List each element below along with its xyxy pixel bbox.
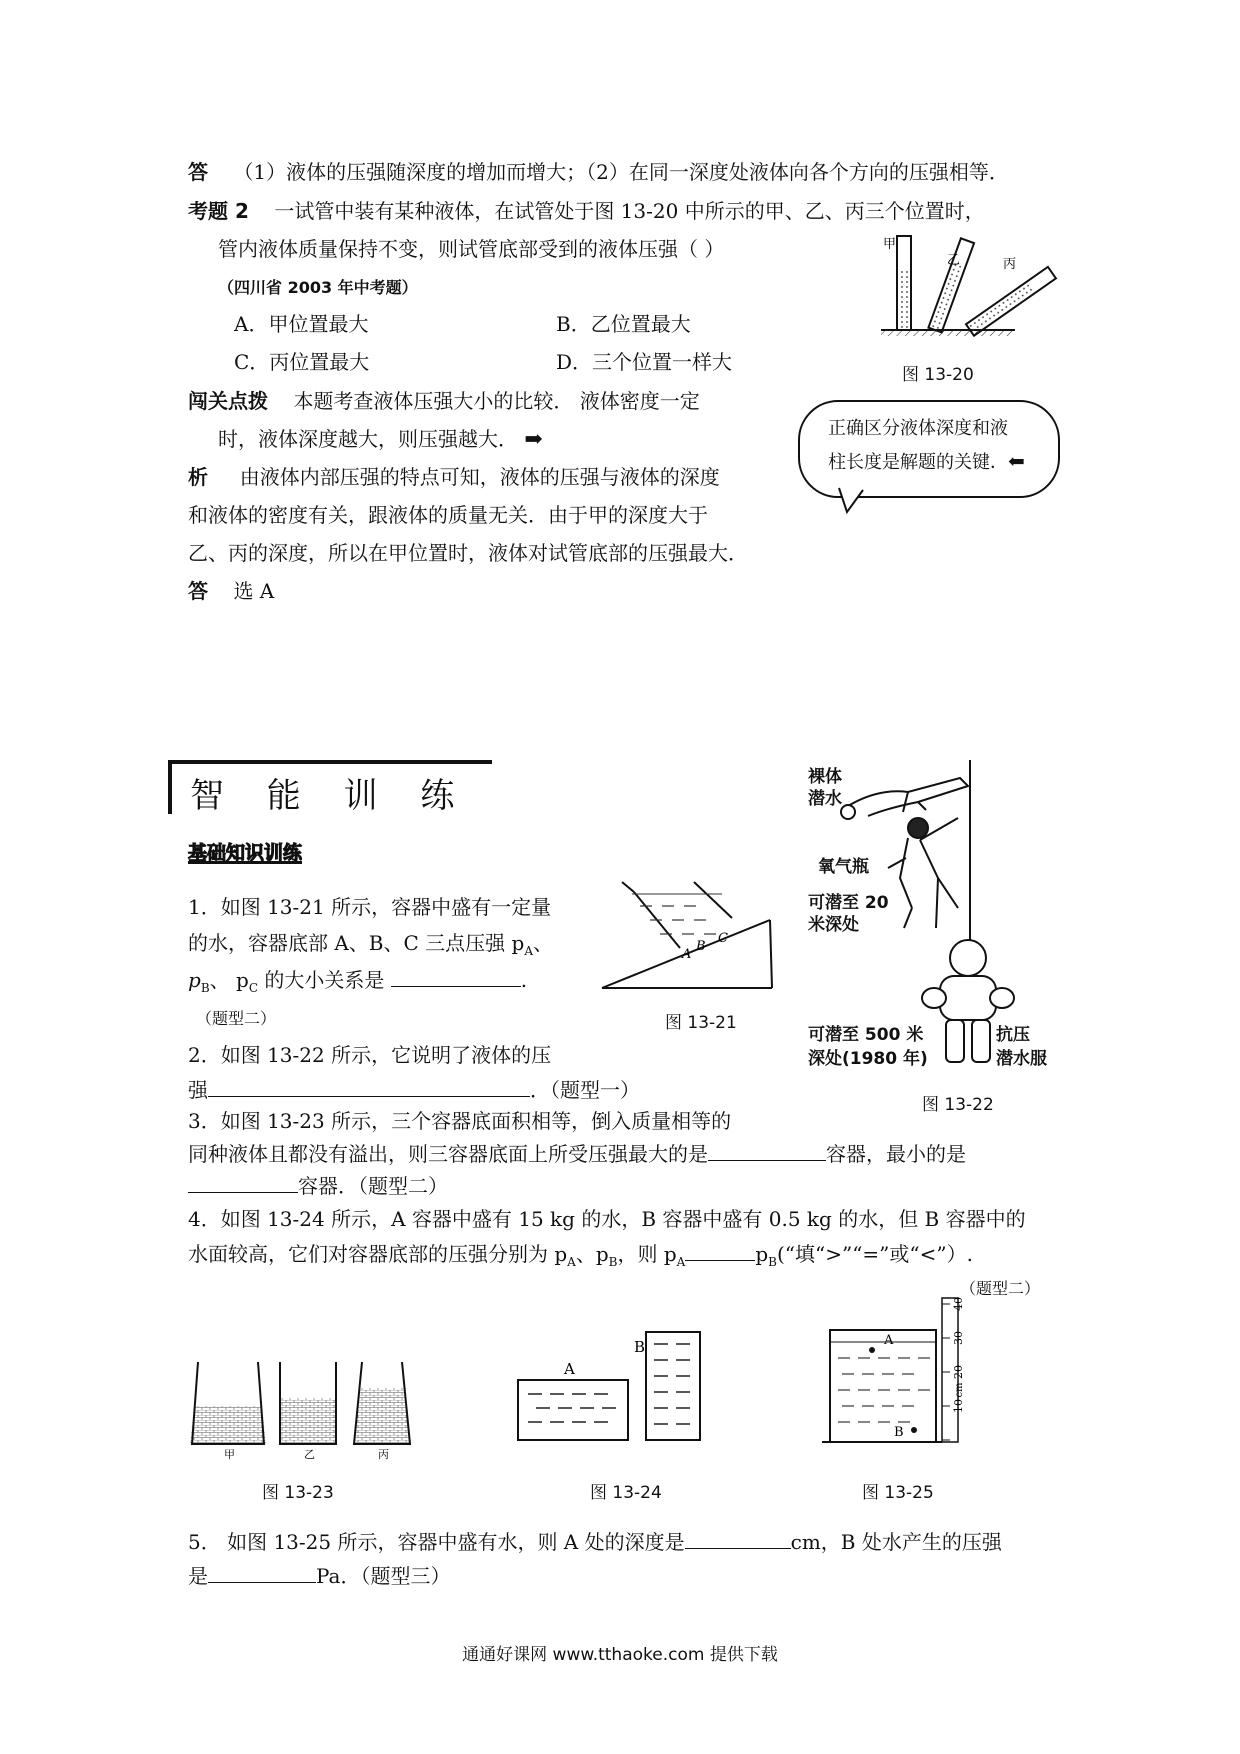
label-500m-2: 深处(1980 年) [808, 1049, 928, 1069]
callout-tail [835, 488, 875, 518]
q5-line2 [188, 1560, 450, 1591]
hint-text-2: 时，液体深度越大，则压强越大． [218, 427, 518, 451]
point-b: B [696, 939, 706, 954]
q3-min-blank[interactable] [188, 1170, 298, 1193]
label-jia: 甲 [883, 237, 897, 252]
figure-13-20 [875, 230, 1060, 340]
figure-13-23 [188, 1360, 418, 1460]
label-a-25: A [884, 1333, 894, 1348]
q1-type: （题型二） [196, 1009, 277, 1028]
answer-line [188, 157, 1009, 187]
point-a: A [682, 947, 692, 962]
q2b-line2-end: ．（题型一） [530, 1078, 640, 1102]
question-2-line2: 管内液体质量保持不变，则试管底部受到的液体压强（ ） [218, 237, 725, 261]
label-yi: 乙 [947, 253, 961, 268]
q5-line1-end: cm，B 处水产生的压强 [790, 1530, 1002, 1554]
q5-line1 [188, 1526, 1002, 1557]
section-subtitle: 基础知识训练 [188, 842, 303, 864]
tick-30: 30 [952, 1331, 965, 1345]
callout-line1: 正确区分液体深度和液 [828, 418, 1008, 439]
caption-13-21: 图 13-21 [665, 1013, 737, 1033]
point-b-dot [911, 1427, 917, 1433]
q4-type: （题型二） [960, 1279, 1041, 1298]
hint-line2 [218, 424, 543, 455]
label-jia-2: 甲 [224, 1448, 235, 1461]
q5-line2-start: 是 [188, 1564, 208, 1588]
label-bing-2: 丙 [378, 1448, 389, 1461]
q1-line3 [188, 964, 527, 1003]
q4-sub-b1: B [608, 1255, 618, 1269]
option-a: A．甲位置最大 [234, 312, 369, 336]
callout-line2-wrap [828, 446, 1025, 478]
diver-naked [841, 778, 968, 819]
answer2-label: 答 [188, 579, 208, 603]
section-title: 智 能 训 练 [190, 776, 471, 816]
footer: 通通好课网 www.tthaoke.com 提供下载 [462, 1645, 778, 1665]
q3-line3-text: 容器．（题型二） [298, 1174, 448, 1198]
q3-line2 [188, 1138, 966, 1169]
label-a: A [564, 1360, 575, 1378]
answer2-line [188, 576, 274, 606]
q4-line2-then: ，则 p [617, 1242, 677, 1266]
answer2-text: 选 A [233, 579, 275, 603]
tick-10: 10 [952, 1399, 965, 1413]
q1-line2-text: 的水，容器底部 A、B、C 三点压强 p [188, 931, 525, 955]
q5-line1-text: 5． 如图 13-25 所示，容器中盛有水，则 A 处的深度是 [188, 1530, 685, 1554]
arrow-right-icon: ➡ [524, 427, 543, 452]
q2b-line2 [188, 1074, 640, 1105]
option-c: C．丙位置最大 [234, 350, 370, 374]
question-2-line1 [188, 196, 985, 226]
caption-13-24: 图 13-24 [590, 1483, 662, 1503]
q1-p: p [188, 968, 201, 992]
container-yi [280, 1362, 336, 1444]
arrow-left-icon: ⬅ [1008, 449, 1025, 473]
q1-line3-text: 的大小关系是 [258, 968, 385, 992]
caption-13-23: 图 13-23 [262, 1483, 334, 1503]
caption-13-20: 图 13-20 [902, 365, 974, 385]
q1-line1: 1．如图 13-21 所示，容器中盛有一定量 [188, 895, 552, 919]
q3-line2-text: 同种液体且都没有溢出，则三容器底面上所受压强最大的是 [188, 1142, 708, 1166]
answer-text: （1）液体的压强随深度的增加而增大；（2）在同一深度处液体向各个方向的压强相等． [233, 160, 1009, 184]
analysis-text-1: 由液体内部压强的特点可知，液体的压强与液体的深度 [239, 465, 720, 489]
q4-line2 [188, 1238, 973, 1277]
tube-jia [897, 236, 911, 330]
q2b-line2-start: 强 [188, 1078, 208, 1102]
option-d: D．三个位置一样大 [556, 350, 733, 374]
q4-line2-end: (“填“>”“=”或“<”）. [776, 1242, 973, 1266]
analysis-line3: 乙、丙的深度，所以在甲位置时，液体对试管底部的压强最大． [188, 541, 748, 565]
label-naked-1: 裸体 [808, 767, 842, 787]
label-20m-2: 米深处 [808, 915, 859, 935]
point-c: C [718, 931, 728, 946]
q3-line2-end: 容器，最小的是 [826, 1142, 966, 1166]
label-b-25: B [894, 1425, 904, 1440]
q1-line3-end: . [520, 968, 528, 992]
q4-line2-text: 水面较高，它们对容器底部的压强分别为 p [188, 1242, 568, 1266]
hint-line1 [188, 386, 700, 416]
option-b: B．乙位置最大 [556, 312, 691, 336]
label-oxygen: 氧气瓶 [818, 857, 869, 877]
container-a [518, 1380, 628, 1440]
figure-13-24 [510, 1330, 710, 1450]
q2b-line1: 2．如图 13-22 所示，它说明了液体的压 [188, 1043, 552, 1067]
q1-sub-a: A [524, 944, 533, 958]
ruler-unit: cm [954, 1382, 965, 1398]
analysis-line1 [188, 462, 720, 492]
container-b [646, 1332, 700, 1440]
q5-depth-blank[interactable] [685, 1526, 791, 1549]
q3-max-blank[interactable] [708, 1138, 826, 1161]
container-jia [190, 1362, 266, 1444]
q1-line2-end: 、 [533, 931, 553, 955]
label-suit-1: 抗压 [996, 1025, 1030, 1045]
q2b-answer-blank[interactable] [208, 1074, 530, 1097]
q4-line2-pb: 、p [575, 1242, 609, 1266]
question-label: 考题 2 [188, 199, 249, 223]
q4-line1: 4．如图 13-24 所示，A 容器中盛有 15 kg 的水，B 容器中盛有 0.5 kg 的水，但 B 容器中的 [188, 1207, 1026, 1231]
q5-pressure-blank[interactable] [208, 1560, 316, 1583]
callout-line2: 柱长度是解题的关键． [828, 452, 1008, 473]
tick-20: 20 [952, 1365, 965, 1379]
q4-sub-b2: B [768, 1255, 777, 1269]
question-source: （四川省 2003 年中考题） [218, 278, 418, 297]
q1-line2 [188, 928, 553, 966]
label-suit-2: 潜水服 [996, 1049, 1047, 1069]
q1-pc: 、 p [209, 968, 249, 992]
q4-line2-p: p [755, 1242, 769, 1266]
label-b: B [634, 1338, 646, 1356]
tick-40: 40 [952, 1297, 965, 1311]
q3-line1: 3．如图 13-23 所示，三个容器底面积相等，倒入质量相等的 [188, 1109, 732, 1133]
figure-13-21 [600, 880, 800, 1000]
answer-label: 答 [188, 160, 208, 184]
tube-bing [966, 267, 1056, 336]
q5-line2-end: Pa．（题型三） [316, 1564, 451, 1588]
hint-label: 闯关点拨 [188, 389, 268, 413]
point-a-dot [869, 1347, 875, 1353]
label-naked-2: 潜水 [808, 789, 842, 809]
figure-13-25 [820, 1296, 970, 1456]
q4-sub-a1: A [567, 1255, 576, 1269]
q1-sub-c: C [248, 981, 258, 995]
question-text: 一试管中装有某种液体，在试管处于图 13-20 中所示的甲、乙、丙三个位置时， [274, 199, 985, 223]
label-bing: 丙 [1003, 257, 1017, 272]
q1-sub-b: B [200, 981, 210, 995]
q3-line3 [188, 1170, 448, 1201]
q1-answer-blank[interactable] [391, 964, 521, 987]
caption-13-22: 图 13-22 [922, 1095, 994, 1115]
diver-scuba [888, 818, 958, 928]
label-20m-1: 可潜至 20 [808, 893, 889, 913]
label-500m-1: 可潜至 500 米 [808, 1025, 924, 1045]
label-yi-2: 乙 [304, 1448, 315, 1461]
hint-text-1: 本题考查液体压强大小的比较． 液体密度一定 [293, 389, 700, 413]
analysis-label: 析 [188, 465, 208, 489]
container-bing [354, 1362, 410, 1444]
q4-sub-a2: A [676, 1255, 686, 1269]
caption-13-25: 图 13-25 [862, 1483, 934, 1503]
callout-bubble [798, 400, 1060, 498]
q4-compare-blank[interactable] [685, 1238, 755, 1261]
analysis-line2: 和液体的密度有关，跟液体的质量无关．由于甲的深度大于 [188, 503, 708, 527]
